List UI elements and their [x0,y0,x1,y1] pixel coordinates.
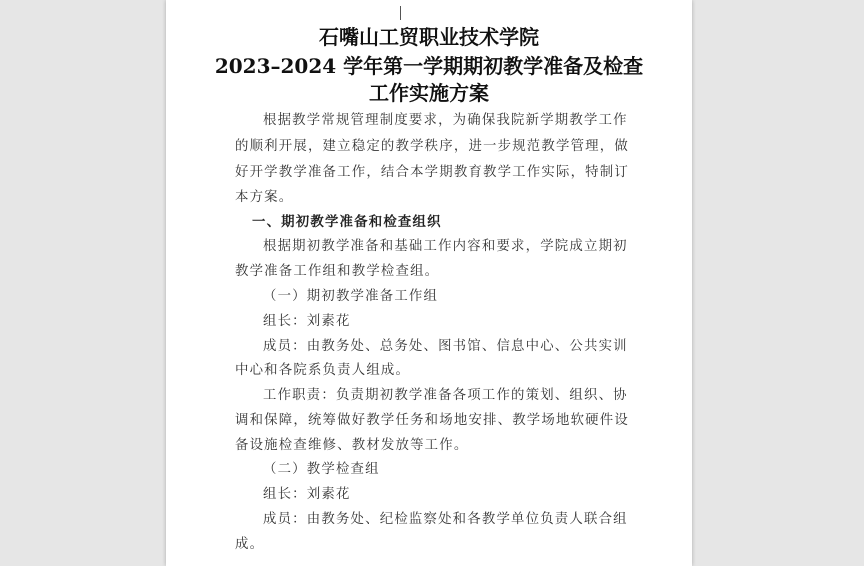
paragraph-line: 好开学教学准备工作，结合本学期教育教学工作实际，特制订 [235,165,629,180]
subsection-heading: （一）期初教学准备工作组 [263,289,439,304]
duties-line: 工作职责：负责期初教学准备各项工作的策划、组织、协 [263,388,628,403]
paragraph-line: 成。 [235,537,265,552]
paragraph-line: 教学准备工作组和教学检查组。 [235,264,440,279]
paragraph-line: 本方案。 [235,190,294,205]
paragraph-line: 调和保障，统筹做好教学任务和场地安排、教学场地软硬件设 [235,413,629,428]
paragraph-line: 的顺利开展，建立稳定的教学秩序，进一步规范教学管理，做 [235,139,629,154]
doc-title-school: 石嘴山工贸职业技术学院 [319,25,539,49]
leader-line: 组长：刘素花 [263,314,351,329]
doc-title-term: 2023–2024 学年第一学期期初教学准备及检查 [214,54,644,78]
document-page[interactable] [166,0,692,566]
members-line: 成员：由教务处、纪检监察处和各教学单位负责人联合组 [263,512,628,527]
paragraph-line: 中心和各院系负责人组成。 [235,363,411,378]
paragraph-line: 根据期初教学准备和基础工作内容和要求，学院成立期初 [263,239,628,254]
leader-line: 组长：刘素花 [263,487,351,502]
subsection-heading: （二）教学检查组 [263,462,380,477]
paragraph-line: 根据教学常规管理制度要求，为确保我院新学期教学工作 [263,113,628,128]
paragraph-line: 备设施检查维修、教材发放等工作。 [235,438,469,453]
doc-title-plan: 工作实施方案 [369,81,489,105]
members-line: 成员：由教务处、总务处、图书馆、信息中心、公共实训 [263,339,628,354]
section-heading: 一、期初教学准备和检查组织 [252,214,442,230]
text-cursor [400,6,401,20]
